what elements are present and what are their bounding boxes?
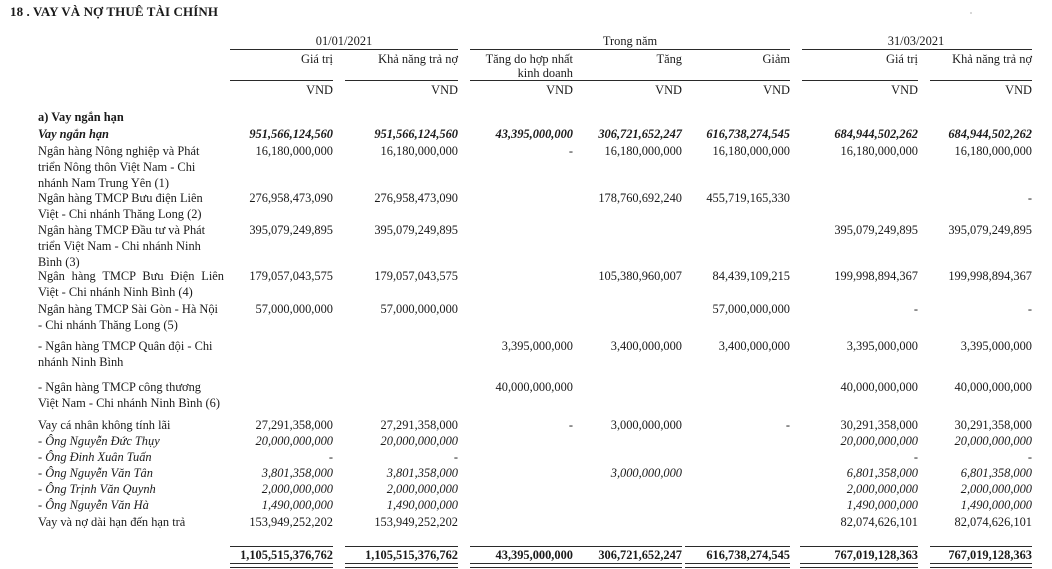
total-value: 616,738,274,545 — [706, 548, 790, 562]
cell-value: 2,000,000,000 — [261, 482, 333, 496]
cell-value: 40,000,000,000 — [840, 380, 918, 394]
row-label: Ngân hàng TMCP Đầu tư và Phát triển Việt Nam - Chi nhánh Ninh Bình (3) — [38, 223, 206, 269]
total-rule-double — [230, 563, 333, 568]
total-rule-double — [470, 563, 573, 568]
cell-value: - — [568, 144, 573, 158]
group-rule-during-year — [470, 49, 790, 50]
cell-value: 16,180,000,000 — [840, 144, 918, 158]
cell-value: 105,380,960,007 — [598, 269, 682, 283]
cell-value: 16,180,000,000 — [712, 144, 790, 158]
cell-value: 951,566,124,560 — [374, 127, 458, 141]
row-label: - Ông Đinh Xuân Tuấn — [38, 450, 152, 464]
cell-value: 395,079,249,895 — [374, 223, 458, 237]
cell-value: 16,180,000,000 — [380, 144, 458, 158]
group-header-opening: 01/01/2021 — [315, 34, 373, 48]
cell-value: 276,958,473,090 — [249, 191, 333, 205]
total-rule-double — [345, 563, 458, 568]
row-label: - Ông Nguyễn Văn Tân — [38, 466, 153, 480]
total-value: 767,019,128,363 — [948, 548, 1032, 562]
row-label: - Ông Nguyễn Văn Hà — [38, 498, 149, 512]
cell-value: 684,944,502,262 — [948, 127, 1032, 141]
cell-value: 455,719,165,330 — [706, 191, 790, 205]
col-header-decrease: Giảm — [762, 52, 790, 66]
row-label: Ngân hàng TMCP Bưu Điện Liên Việt - Chi nhánh Ninh Bình (4) — [38, 269, 224, 299]
cell-value: 179,057,043,575 — [374, 269, 458, 283]
cell-value: 57,000,000,000 — [255, 302, 333, 316]
cell-value: 2,000,000,000 — [386, 482, 458, 496]
cell-value: 395,079,249,895 — [834, 223, 918, 237]
cell-value: 27,291,358,000 — [255, 418, 333, 432]
cell-value: 16,180,000,000 — [954, 144, 1032, 158]
cell-value: 3,000,000,000 — [610, 466, 682, 480]
cell-value: 199,998,894,367 — [948, 269, 1032, 283]
col-rule-2 — [345, 80, 458, 81]
unit-col-5: VND — [763, 83, 790, 97]
unit-col-6: VND — [891, 83, 918, 97]
total-value: 767,019,128,363 — [834, 548, 918, 562]
cell-value: 306,721,652,247 — [598, 127, 682, 141]
cell-value: - — [1027, 302, 1032, 316]
col-header-merger-increase-1: Tăng do hợp nhất — [485, 52, 573, 66]
cell-value: 30,291,358,000 — [954, 418, 1032, 432]
cell-value: 16,180,000,000 — [255, 144, 333, 158]
unit-col-1: VND — [306, 83, 333, 97]
cell-value: 1,490,000,000 — [960, 498, 1032, 512]
cell-value: 20,000,000,000 — [954, 434, 1032, 448]
row-label: Ngân hàng Nông nghiệp và Phát triển Nông thôn Việt Nam - Chi nhánh Nam Trung Yên (1) — [38, 144, 200, 190]
cell-value: - — [1027, 450, 1032, 464]
cell-value: - — [913, 450, 918, 464]
cell-value: 40,000,000,000 — [495, 380, 573, 394]
cell-value: - — [913, 302, 918, 316]
unit-col-3: VND — [546, 83, 573, 97]
cell-value: 2,000,000,000 — [960, 482, 1032, 496]
row-label: a) Vay ngắn hạn — [38, 110, 124, 124]
total-value: 1,105,515,376,762 — [240, 548, 333, 562]
row-label: Vay và nợ dài hạn đến hạn trả — [38, 515, 186, 529]
cell-value: 20,000,000,000 — [840, 434, 918, 448]
total-rule-double — [572, 563, 682, 568]
cell-value: 20,000,000,000 — [380, 434, 458, 448]
cell-value: 395,079,249,895 — [249, 223, 333, 237]
cell-value: 276,958,473,090 — [374, 191, 458, 205]
col-header-merger-increase-2: kinh doanh — [517, 66, 573, 80]
unit-col-4: VND — [655, 83, 682, 97]
cell-value: - — [453, 450, 458, 464]
group-rule-opening — [230, 49, 458, 50]
cell-value: 30,291,358,000 — [840, 418, 918, 432]
group-rule-closing — [802, 49, 1032, 50]
group-header-during-year: Trong năm — [602, 34, 658, 48]
cell-value: 3,395,000,000 — [846, 339, 918, 353]
cell-value: 40,000,000,000 — [954, 380, 1032, 394]
cell-value: 3,000,000,000 — [610, 418, 682, 432]
cell-value: 82,074,626,101 — [954, 515, 1032, 529]
cell-value: - — [785, 418, 790, 432]
cell-value: 2,000,000,000 — [846, 482, 918, 496]
cell-value: 43,395,000,000 — [495, 127, 573, 141]
row-label: Ngân hàng TMCP Bưu điện Liên Việt - Chi nhánh Thăng Long (2) — [38, 191, 203, 221]
cell-value: 684,944,502,262 — [834, 127, 918, 141]
cell-value: 1,490,000,000 — [386, 498, 458, 512]
cell-value: - — [328, 450, 333, 464]
row-label: - Ông Trịnh Văn Quynh — [38, 482, 156, 496]
cell-value: 616,738,274,545 — [706, 127, 790, 141]
col-rule-3 — [470, 80, 573, 81]
section-title: 18 . VAY VÀ NỢ THUÊ TÀI CHÍNH — [10, 4, 219, 19]
total-rule-double — [685, 563, 790, 568]
col-header-close-capacity: Khả năng trả nợ — [952, 52, 1032, 66]
cell-value: 179,057,043,575 — [249, 269, 333, 283]
cell-value: 82,074,626,101 — [840, 515, 918, 529]
col-rule-5 — [667, 80, 790, 81]
cell-value: 199,998,894,367 — [834, 269, 918, 283]
col-rule-7 — [930, 80, 1032, 81]
cell-value: 3,395,000,000 — [960, 339, 1032, 353]
cell-value: 1,490,000,000 — [846, 498, 918, 512]
row-label: Ngân hàng TMCP Sài Gòn - Hà Nội - Chi nhánh Thăng Long (5) — [38, 302, 218, 332]
cell-value: 3,801,358,000 — [386, 466, 458, 480]
col-header-close-value: Giá trị — [886, 52, 918, 66]
col-header-increase: Tăng — [656, 52, 682, 66]
cell-value: 951,566,124,560 — [249, 127, 333, 141]
row-label: Vay cá nhân không tính lãi — [38, 418, 171, 432]
cell-value: 27,291,358,000 — [380, 418, 458, 432]
total-value: 1,105,515,376,762 — [365, 548, 458, 562]
cell-value: 57,000,000,000 — [380, 302, 458, 316]
cell-value: - — [568, 418, 573, 432]
cell-value: 178,760,692,240 — [598, 191, 682, 205]
total-value: 306,721,652,247 — [598, 548, 682, 562]
row-label: Vay ngắn hạn — [38, 127, 109, 141]
unit-col-7: VND — [1005, 83, 1032, 97]
cell-value: 6,801,358,000 — [960, 466, 1032, 480]
cell-value: 1,490,000,000 — [261, 498, 333, 512]
cell-value: 3,400,000,000 — [610, 339, 682, 353]
cell-value: 395,079,249,895 — [948, 223, 1032, 237]
cell-value: 3,801,358,000 — [261, 466, 333, 480]
row-label: - Ngân hàng TMCP Quân đội - Chi nhánh Ninh Bình — [38, 339, 213, 369]
cell-value: 153,949,252,202 — [249, 515, 333, 529]
cell-value: 84,439,109,215 — [712, 269, 790, 283]
cell-value: 3,395,000,000 — [501, 339, 573, 353]
row-label: - Ngân hàng TMCP công thương Việt Nam - Chi nhánh Ninh Bình (6) — [38, 380, 220, 410]
unit-col-2: VND — [431, 83, 458, 97]
cell-value: 6,801,358,000 — [846, 466, 918, 480]
cell-value: 57,000,000,000 — [712, 302, 790, 316]
cell-value: 3,400,000,000 — [718, 339, 790, 353]
cell-value: 20,000,000,000 — [255, 434, 333, 448]
col-rule-6 — [802, 80, 918, 81]
total-rule-double — [930, 563, 1032, 568]
cell-value: 16,180,000,000 — [604, 144, 682, 158]
col-rule-4 — [571, 80, 682, 81]
cell-value: 153,949,252,202 — [374, 515, 458, 529]
row-label: - Ông Nguyễn Đức Thụy — [38, 434, 160, 448]
group-header-closing: 31/03/2021 — [887, 34, 945, 48]
total-value: 43,395,000,000 — [495, 548, 573, 562]
col-rule-1 — [230, 80, 333, 81]
total-rule-double — [800, 563, 918, 568]
col-header-open-value: Giá trị — [301, 52, 333, 66]
col-header-open-capacity: Khả năng trả nợ — [378, 52, 458, 66]
scan-speck — [970, 12, 972, 14]
cell-value: - — [1027, 191, 1032, 205]
